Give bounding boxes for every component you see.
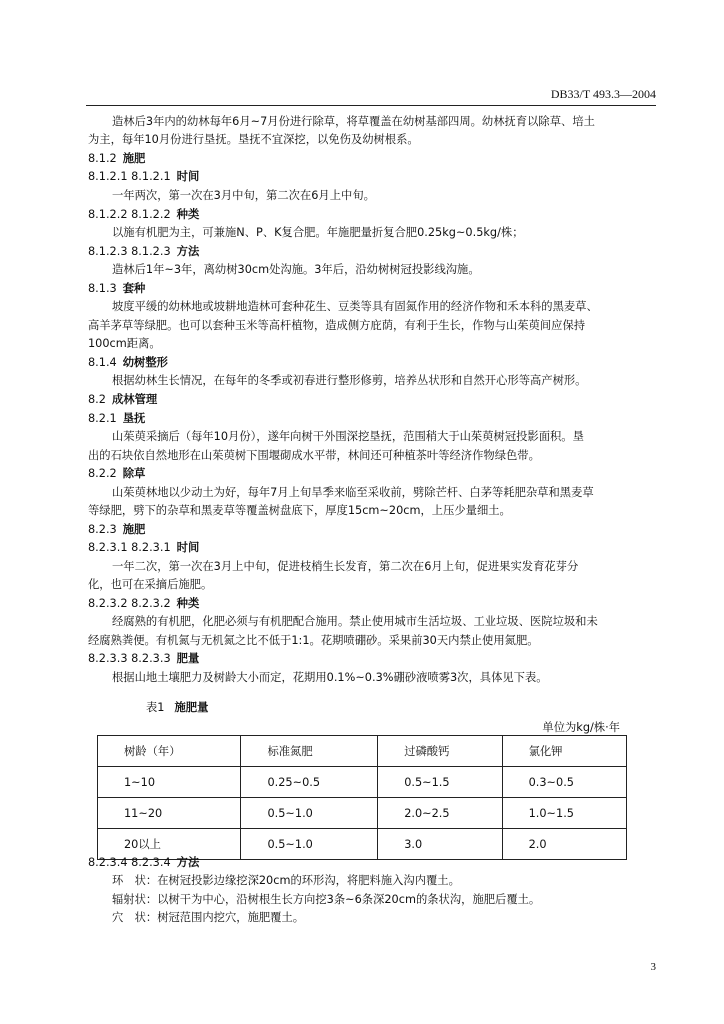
header-rule [86,105,656,106]
section-heading-8-2-3-3 [88,652,199,666]
section-title: 肥量 [176,652,200,665]
paragraph-line: 化，也可在采摘后施肥。 [88,578,213,591]
paragraph-line: 100cm距离。 [88,337,161,350]
section-number: 8.1.2.1 8.1.2.1 [88,170,171,183]
paragraph-line: 根据山地土壤肥力及树龄大小而定，花期用0.1%~0.3%硼砂液喷雾3次，具体见下表。 [112,671,548,684]
section-title: 成林管理 [111,393,158,406]
paragraph-line: 山茱萸林地以少动土为好，每年7月上旬旱季来临至采收前，劈除芒杆、白茅等耗肥杂草和黑麦草 [112,486,594,499]
table-cell: 2.0~2.5 [378,798,502,829]
table-cell: 0.25~0.5 [241,767,378,798]
section-title: 施肥 [122,152,146,165]
paragraph-line: 以施有机肥为主，可兼施N、P、K复合肥。年施肥量折复合肥0.25kg~0.5kg/株； [112,226,524,239]
section-number: 8.2.3.1 8.2.3.1 [88,541,171,554]
section-heading-8-1-3 [88,282,145,296]
section-heading-8-2 [88,393,157,407]
section-number: 8.2.3.2 8.2.3.2 [88,597,171,610]
table-cell: 3.0 [378,829,502,860]
table-caption [146,699,208,715]
section-number: 8.1.3 [88,282,117,295]
section-number: 8.2.3.4 8.2.3.4 [88,856,171,869]
section-heading-8-1-2-2 [88,208,199,222]
paragraph-line: 坡度平缓的幼林地或坡耕地造林可套种花生、豆类等具有固氮作用的经济作物和禾本科的黑麦草、 [112,300,598,313]
table-cell: 1.0~1.5 [502,798,626,829]
table-cell: 11~20 [98,798,241,829]
section-number: 8.2.3.3 8.2.3.3 [88,652,171,665]
paragraph-line: 山茱萸采摘后（每年10月份），遂年向树干外围深挖垦抚，范围稍大于山茱萸树冠投影面积。垦 [112,430,584,443]
paragraph-line: 造林后3年内的幼林每年6月~7月份进行除草，将草覆盖在幼树基部四周。幼林抚育以除草、培土 [112,115,595,128]
table-cell: 0.5~1.0 [241,798,378,829]
section-heading-8-2-3-1 [88,541,199,555]
section-number: 8.2.2 [88,467,117,480]
section-title: 方法 [176,856,200,869]
section-number: 8.2.1 [88,412,117,425]
method-line: 穴 状：树冠范围内挖穴，施肥覆土。 [112,911,305,924]
section-heading-8-1-4 [88,356,168,370]
paragraph-line: 经腐熟粪便。有机氮与无机氮之比不低于1:1。花期喷硼砂。采果前30天内禁止使用氮肥。 [88,634,539,647]
section-title: 种类 [176,208,200,221]
section-title: 方法 [176,245,200,258]
table-caption-number: 表1 [146,701,165,714]
table-cell: 20以上 [98,829,241,860]
section-number: 8.2 [88,393,106,406]
standard-code: DB33/T 493.3—2004 [550,87,656,101]
section-heading-8-2-3-4 [88,856,199,870]
table-row [98,829,627,860]
table-header-cell: 过磷酸钙 [378,736,502,767]
section-number: 8.2.3 [88,523,117,536]
section-number: 8.1.2 [88,152,117,165]
section-number: 8.1.2.2 8.1.2.2 [88,208,171,221]
paragraph-line: 为主，每年10月份进行垦抚。垦抚不宜深挖，以免伤及幼树根系。 [88,133,419,146]
section-heading-8-2-2 [88,467,145,481]
paragraph-line: 一年二次，第一次在3月上中旬，促进枝梢生长发育，第二次在6月上旬，促进果实发育花芽分 [112,560,579,573]
page-number: 3 [650,961,656,973]
table-header-cell: 氯化钾 [502,736,626,767]
section-heading-8-1-2 [88,152,145,166]
paragraph-line: 等绿肥，劈下的杂草和黑麦草等覆盖树盘底下，厚度15cm~20cm，上压少量细土。 [88,504,511,517]
section-heading-8-2-3 [88,523,145,537]
table-row [98,798,627,829]
table-header-cell: 树龄（年） [98,736,241,767]
paragraph-line: 根据幼林生长情况，在每年的冬季或初春进行整形修剪，培养丛状形和自然开心形等高产树形。 [112,374,587,387]
table-cell: 1~10 [98,767,241,798]
table-cell: 0.3~0.5 [502,767,626,798]
method-line: 环 状：在树冠投影边缘挖深20cm的环形沟，将肥料施入沟内覆土。 [112,874,460,887]
fertilizer-table [97,735,627,860]
section-heading-8-1-2-1 [88,170,199,184]
table-cell: 2.0 [502,829,626,860]
section-heading-8-2-3-2 [88,597,199,611]
section-heading-8-1-2-3 [88,245,199,259]
table-cell: 0.5~1.5 [378,767,502,798]
section-title: 除草 [122,467,146,480]
paragraph-line: 一年两次，第一次在3月中旬，第二次在6月上中旬。 [112,189,375,202]
table-header-cell: 标准氮肥 [241,736,378,767]
paragraph-line: 高羊茅草等绿肥。也可以套种玉米等高杆植物，造成侧方庇荫，有利于生长，作物与山茱萸间应保持 [88,319,586,332]
paragraph-line: 造林后1年~3年，离幼树30cm处沟施。3年后，沿幼树树冠投影线沟施。 [112,263,480,276]
section-heading-8-2-1 [88,412,145,426]
section-title: 套种 [122,282,146,295]
table-unit-note: 单位为kg/株·年 [542,721,620,734]
section-title: 时间 [176,541,200,554]
section-title: 施肥 [122,523,146,536]
paragraph-line: 出的石块依自然地形在山茱萸树下围堰砌成水平带，林间还可种植茶叶等经济作物绿色带。 [88,449,540,462]
section-title: 种类 [176,597,200,610]
section-title: 垦抚 [122,412,146,425]
section-number: 8.1.4 [88,356,117,369]
paragraph-line: 经腐熟的有机肥，化肥必须与有机肥配合施用。禁止使用城市生活垃圾、工业垃圾、医院垃圾和未 [112,615,598,628]
table-row [98,767,627,798]
section-title: 幼树整形 [122,356,168,369]
method-line: 辐射状：以树干为中心，沿树根生长方向挖3条~6条深20cm的条状沟，施肥后覆土。 [112,893,541,906]
section-number: 8.1.2.3 8.1.2.3 [88,245,171,258]
table-header-row [98,736,627,767]
table-caption-title: 施肥量 [174,701,209,714]
table-cell: 0.5~1.0 [241,829,378,860]
section-title: 时间 [176,170,200,183]
